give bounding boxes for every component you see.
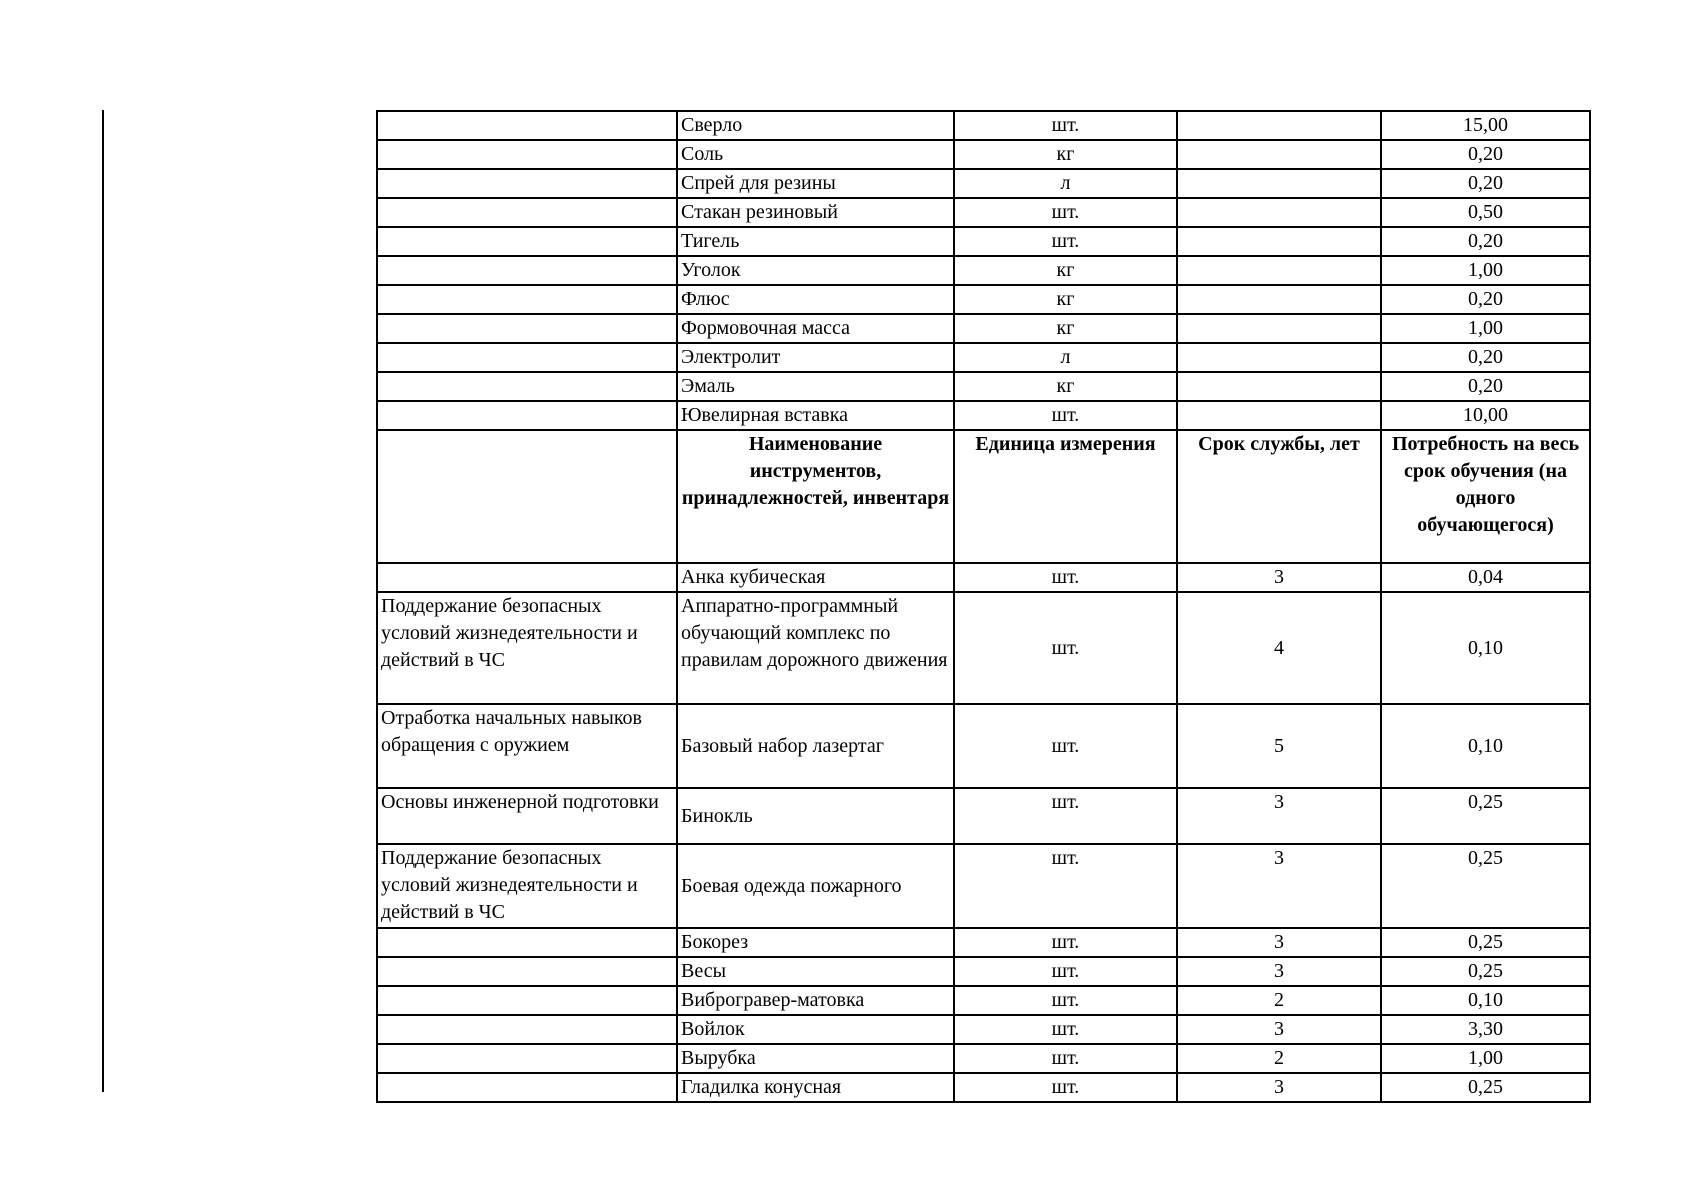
- module-cell: [377, 314, 677, 343]
- item-name: Спрей для резины: [677, 169, 954, 198]
- item-name: Бокорез: [677, 928, 954, 957]
- need-cell: 0,25: [1381, 788, 1590, 844]
- need-cell: 0,20: [1381, 227, 1590, 256]
- item-name: Анка кубическая: [677, 563, 954, 592]
- unit-cell: кг: [954, 314, 1177, 343]
- module-cell: Поддержание безопасных условий жизнедеятельности и действий в ЧС: [377, 592, 677, 704]
- need-cell: 0,50: [1381, 198, 1590, 227]
- need-cell: 3,30: [1381, 1015, 1590, 1044]
- need-cell: 0,20: [1381, 169, 1590, 198]
- life-cell: 5: [1177, 704, 1381, 788]
- unit-cell: шт.: [954, 704, 1177, 788]
- life-cell: [1177, 256, 1381, 285]
- module-cell: [377, 343, 677, 372]
- unit-cell: шт.: [954, 401, 1177, 430]
- item-name: Сверло: [677, 111, 954, 140]
- inventory-table: [376, 110, 1591, 1103]
- unit-cell: шт.: [954, 111, 1177, 140]
- life-cell: [1177, 111, 1381, 140]
- need-cell: 0,25: [1381, 844, 1590, 928]
- need-cell: 0,25: [1381, 1073, 1590, 1102]
- table-row: [377, 957, 1590, 986]
- item-name: Гладилка конусная: [677, 1073, 954, 1102]
- module-cell: Поддержание безопасных условий жизнедеятельности и действий в ЧС: [377, 844, 677, 928]
- need-cell: 0,25: [1381, 957, 1590, 986]
- life-cell: 4: [1177, 592, 1381, 704]
- module-cell: Отработка начальных навыков обращения с оружием: [377, 704, 677, 788]
- unit-cell: шт.: [954, 957, 1177, 986]
- table-row: [377, 1015, 1590, 1044]
- item-name: Весы: [677, 957, 954, 986]
- need-cell: 0,20: [1381, 372, 1590, 401]
- item-name: Тигель: [677, 227, 954, 256]
- need-cell: 0,20: [1381, 140, 1590, 169]
- life-cell: 2: [1177, 1044, 1381, 1073]
- unit-cell: шт.: [954, 844, 1177, 928]
- table-row: [377, 592, 1590, 704]
- need-cell: 1,00: [1381, 1044, 1590, 1073]
- header-unit: Единица измерения: [954, 430, 1177, 563]
- item-name: Флюс: [677, 285, 954, 314]
- unit-cell: кг: [954, 285, 1177, 314]
- table-row: [377, 563, 1590, 592]
- unit-cell: шт.: [954, 227, 1177, 256]
- table-row: [377, 198, 1590, 227]
- life-cell: 3: [1177, 957, 1381, 986]
- need-cell: 1,00: [1381, 314, 1590, 343]
- module-cell: [377, 111, 677, 140]
- item-name: Аппаратно-программный обучающий комплекс по правилам дорожного движения: [677, 592, 954, 704]
- item-name: Виброгравер-матовка: [677, 986, 954, 1015]
- item-name: Электролит: [677, 343, 954, 372]
- unit-cell: шт.: [954, 986, 1177, 1015]
- item-name: Соль: [677, 140, 954, 169]
- item-name: Бинокль: [677, 788, 954, 844]
- life-cell: [1177, 227, 1381, 256]
- life-cell: 3: [1177, 563, 1381, 592]
- table-row: [377, 227, 1590, 256]
- life-cell: [1177, 140, 1381, 169]
- life-cell: 2: [1177, 986, 1381, 1015]
- unit-cell: л: [954, 343, 1177, 372]
- header-blank-cell: [377, 430, 677, 563]
- unit-cell: шт.: [954, 1044, 1177, 1073]
- header-need: Потребность на весь срок обучения (на одного обучающегося): [1381, 430, 1590, 563]
- life-cell: [1177, 285, 1381, 314]
- page-margin-line: [102, 110, 104, 1092]
- module-cell: [377, 928, 677, 957]
- unit-cell: шт.: [954, 1015, 1177, 1044]
- module-cell: [377, 1015, 677, 1044]
- table-row: [377, 169, 1590, 198]
- unit-cell: шт.: [954, 928, 1177, 957]
- module-cell: [377, 563, 677, 592]
- life-cell: [1177, 372, 1381, 401]
- life-cell: [1177, 314, 1381, 343]
- need-cell: 1,00: [1381, 256, 1590, 285]
- header-name: Наименование инструментов, принадлежностей, инвентаря: [677, 430, 954, 563]
- unit-cell: л: [954, 169, 1177, 198]
- item-name: Войлок: [677, 1015, 954, 1044]
- item-name: Стакан резиновый: [677, 198, 954, 227]
- life-cell: 3: [1177, 788, 1381, 844]
- need-cell: 0,10: [1381, 592, 1590, 704]
- unit-cell: шт.: [954, 788, 1177, 844]
- life-cell: [1177, 169, 1381, 198]
- item-name: Базовый набор лазертаг: [677, 704, 954, 788]
- need-cell: 0,20: [1381, 343, 1590, 372]
- table-row: [377, 704, 1590, 788]
- table-row: [377, 140, 1590, 169]
- unit-cell: шт.: [954, 563, 1177, 592]
- item-name: Формовочная масса: [677, 314, 954, 343]
- unit-cell: шт.: [954, 198, 1177, 227]
- need-cell: 0,25: [1381, 928, 1590, 957]
- table-row: [377, 285, 1590, 314]
- table-row: [377, 256, 1590, 285]
- module-cell: [377, 957, 677, 986]
- life-cell: [1177, 401, 1381, 430]
- module-cell: [377, 986, 677, 1015]
- table-row: [377, 372, 1590, 401]
- need-cell: 10,00: [1381, 401, 1590, 430]
- need-cell: 0,04: [1381, 563, 1590, 592]
- item-name: Вырубка: [677, 1044, 954, 1073]
- table-row: [377, 986, 1590, 1015]
- unit-cell: шт.: [954, 592, 1177, 704]
- module-cell: [377, 401, 677, 430]
- table-row: [377, 928, 1590, 957]
- life-cell: 3: [1177, 928, 1381, 957]
- table-row: [377, 788, 1590, 844]
- table-row: [377, 401, 1590, 430]
- table-row: [377, 1073, 1590, 1102]
- table-row: [377, 314, 1590, 343]
- table-row: [377, 343, 1590, 372]
- unit-cell: кг: [954, 256, 1177, 285]
- module-cell: [377, 1044, 677, 1073]
- module-cell: [377, 198, 677, 227]
- item-name: Эмаль: [677, 372, 954, 401]
- module-cell: [377, 1073, 677, 1102]
- item-name: Боевая одежда пожарного: [677, 844, 954, 928]
- need-cell: 0,10: [1381, 704, 1590, 788]
- need-cell: 0,20: [1381, 285, 1590, 314]
- life-cell: [1177, 343, 1381, 372]
- module-cell: [377, 285, 677, 314]
- item-name: Уголок: [677, 256, 954, 285]
- unit-cell: шт.: [954, 1073, 1177, 1102]
- table-row: [377, 1044, 1590, 1073]
- unit-cell: кг: [954, 372, 1177, 401]
- life-cell: 3: [1177, 1073, 1381, 1102]
- table-header-row: [377, 430, 1590, 563]
- item-name: Ювелирная вставка: [677, 401, 954, 430]
- table-row: [377, 844, 1590, 928]
- module-cell: [377, 372, 677, 401]
- header-life: Срок службы, лет: [1177, 430, 1381, 563]
- module-cell: [377, 169, 677, 198]
- module-cell: [377, 140, 677, 169]
- unit-cell: кг: [954, 140, 1177, 169]
- life-cell: 3: [1177, 1015, 1381, 1044]
- need-cell: 0,10: [1381, 986, 1590, 1015]
- table-row: [377, 111, 1590, 140]
- need-cell: 15,00: [1381, 111, 1590, 140]
- life-cell: 3: [1177, 844, 1381, 928]
- module-cell: [377, 256, 677, 285]
- life-cell: [1177, 198, 1381, 227]
- module-cell: [377, 227, 677, 256]
- module-cell: Основы инженерной подготовки: [377, 788, 677, 844]
